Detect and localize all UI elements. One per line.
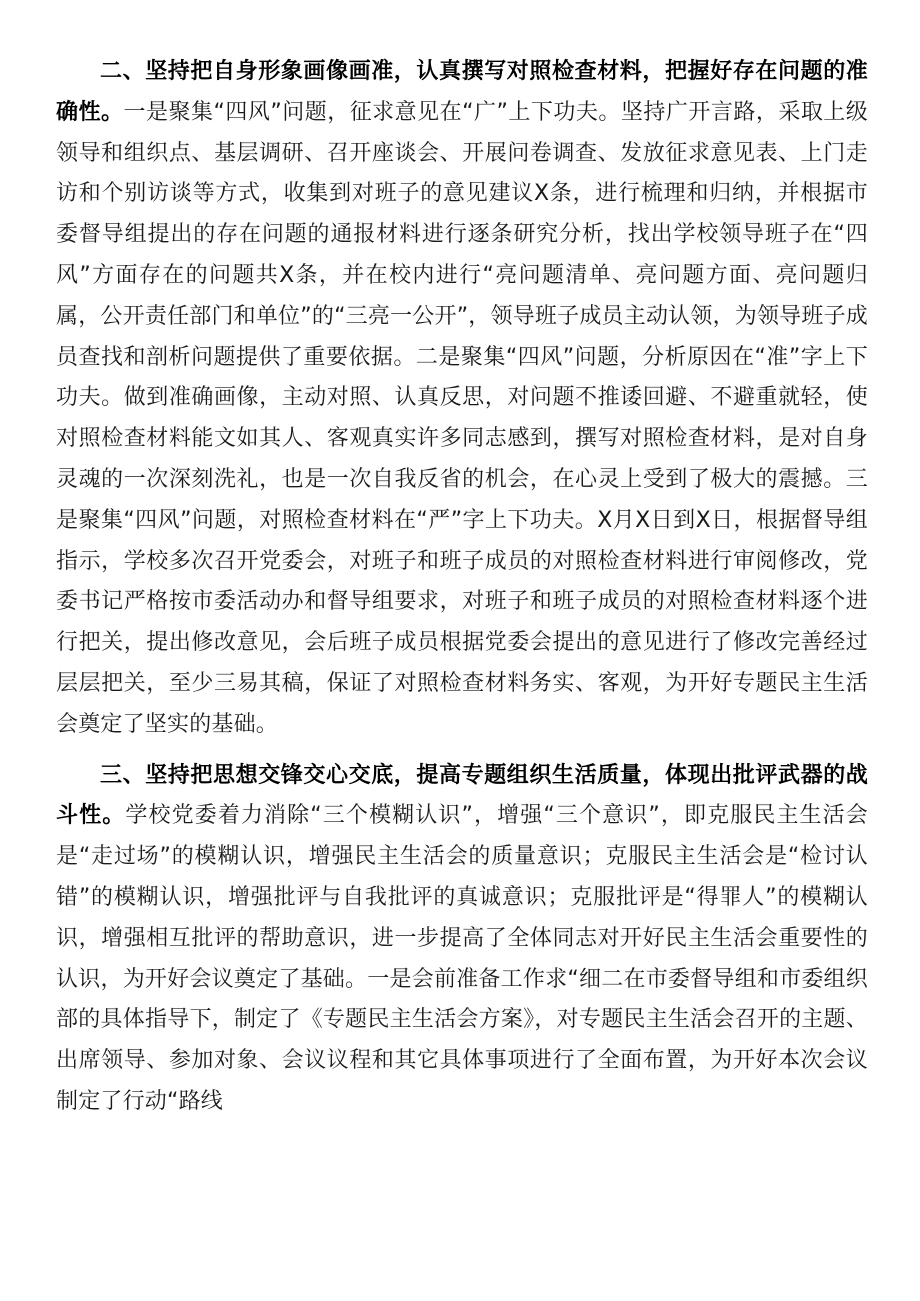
section-three-heading: 三、坚持把思想交锋交心交底，提高专题组织生活质量，体现出批评武器的战斗性。 [56, 762, 868, 829]
section-two-heading: 二、坚持把自身形象画像画准，认真撰写对照检查材料，把握好存在问题的准确性。 [56, 59, 868, 125]
paragraph-section-three [56, 756, 868, 1123]
document-page [56, 52, 868, 1123]
section-two-body: 一是聚集“四风”问题，征求意见在“广”上下功夫。坚持广开言路，采取上级领导和组织点、基层调研、召开座谈会、开展问卷调查、发放征求意见表、上门走访和个别访谈等方式，收集到对班子的意见建议X条，进行梳理和归纳，并根据市委督导组提出的存在问题的通报材料进行逐条研究分析，找出学校领导班子在“四风”方面存在的问题共X条，并在校内进行“亮问题清单、亮问题方面、亮问题归属，公开责任部门和单位”的“三亮一公开”，领导班子成员主动认领，为领导班子成员查找和剖析问题提供了重要依据。二是聚集“四风”问题，分析原因在“准”字上下功夫。做到准确画像，主动对照、认真反思，对问题不推诿回避、不避重就轻，使对照检查材料能文如其人、客观真实许多同志感到，撰写对照检查材料，是对自身灵魂的一次深刻洗礼，也是一次自我反省的机会，在心灵上受到了极大的震撼。三是聚集“四风”问题，对照检查材料在“严”字上下功夫。X月X日到X日，根据督导组指示，学校多次召开党委会，对班子和班子成员的对照检查材料进行审阅修改，党委书记严格按市委活动办和督导组要求，对班子和班子成员的对照检查材料逐个进行把关，提出修改意见，会后班子成员根据党委会提出的意见进行了修改完善经过层层把关，至少三易其稿，保证了对照检查材料务实、客观，为开好专题民主生活会奠定了坚实的基础。 [56, 99, 868, 737]
paragraph-section-two [56, 52, 868, 746]
section-three-body: 学校党委着力消除“三个模糊认识”，增强“三个意识”，即克服民主生活会是“走过场”的模糊认识，增强民主生活会的质量意识；克服民主生活会是“检讨认错”的模糊认识，增强批评与自我批评的真诚意识；克服批评是“得罪人”的模糊认识，增强相互批评的帮助意识，进一步提高了全体同志对开好民主生活会重要性的认识，为开好会议奠定了基础。一是会前准备工作求“细二在市委督导组和市委组织部的具体指导下，制定了《专题民主生活会方案》，对专题民主生活会召开的主题、出席领导、参加对象、会议议程和其它具体事项进行了全面布置，为开好本次会议制定了行动“路线 [56, 803, 868, 1114]
